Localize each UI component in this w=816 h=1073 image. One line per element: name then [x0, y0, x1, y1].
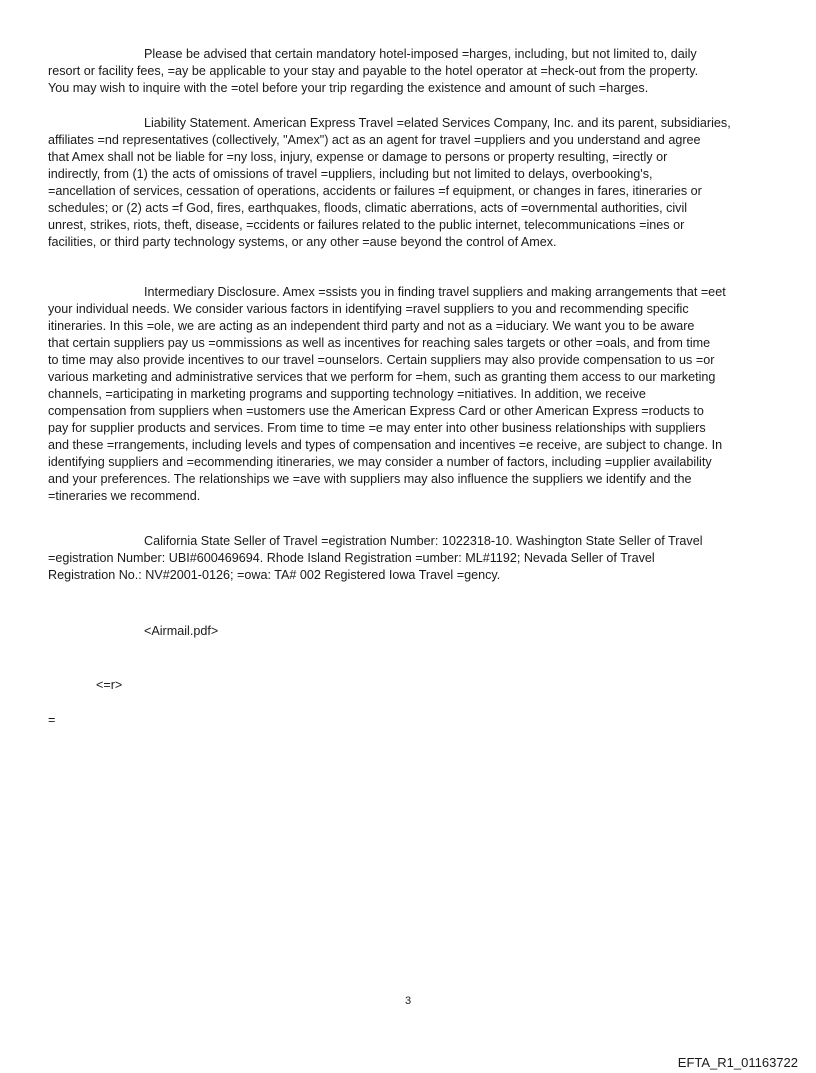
paragraph-line: and your preferences. The relationships we =ave with suppliers may also influence the suppliers we identify and the [48, 472, 692, 486]
paragraph-line: Intermediary Disclosure. Amex =ssists you in finding travel suppliers and making arrangements that =eet [144, 285, 726, 299]
paragraph-line: your individual needs. We consider various factors in identifying =ravel suppliers to you and recommending specific [48, 302, 689, 316]
liability-statement-paragraph [48, 115, 770, 251]
paragraph-line: identifying suppliers and =ecommending itineraries, we may consider a number of factors, including =upplier availability [48, 455, 712, 469]
paragraph-line: California State Seller of Travel =egistration Number: 1022318-10. Washington State Seller of Travel [144, 534, 703, 548]
attachment-filename: <Airmail.pdf> [144, 624, 219, 638]
paragraph-line: schedules; or (2) acts =f God, fires, earthquakes, floods, climatic aberrations, acts of =overnmental authorities, civil [48, 201, 688, 215]
paragraph-line: pay for supplier products and services. From time to time =e may enter into other business relationships with suppliers [48, 421, 706, 435]
document-id-footer: EFTA_R1_01163722 [677, 1055, 798, 1070]
paragraph-line: =egistration Number: UBI#600469694. Rhode Island Registration =umber: ML#1192; Nevada Seller of Travel [48, 551, 655, 565]
paragraph-line: Please be advised that certain mandatory hotel-imposed =harges, including, but not limited to, daily [144, 47, 697, 61]
paragraph-line: various marketing and administrative services that we perform for =hem, such as granting them access to our marketing [48, 370, 716, 384]
paragraph-line: =ancellation of services, cessation of operations, accidents or failures =f equipment, or changes in fares, itineraries or [48, 184, 702, 198]
trailing-equals: = [48, 713, 56, 727]
paragraph-line: itineraries. In this =ole, we are acting as an independent third party and not as a =iduciary. We want you to be aware [48, 319, 695, 333]
page-number: 3 [404, 995, 412, 1007]
paragraph-line: to time may also provide incentives to our travel =ounselors. Certain suppliers may also provide compensation to us =or [48, 353, 715, 367]
paragraph-line: indirectly, from (1) the acts of omissions of travel =uppliers, including but not limited to delays, overbooking's, [48, 167, 653, 181]
paragraph-line: You may wish to inquire with the =otel before your trip regarding the existence and amount of such =harges. [48, 81, 649, 95]
paragraph-line: Registration No.: NV#2001-0126; =owa: TA# 002 Registered Iowa Travel =gency. [48, 568, 501, 582]
seller-of-travel-paragraph [48, 533, 770, 584]
paragraph-line: that certain suppliers pay us =ommissions as well as incentives for reaching sales targets or other =oals, and from time [48, 336, 711, 350]
paragraph-line: that Amex shall not be liable for =ny loss, injury, expense or damage to persons or property resulting, =irectly or [48, 150, 668, 164]
paragraph-line: and these =rrangements, including levels and types of compensation and incentives =e receive, are subject to change. In [48, 438, 723, 452]
paragraph-line: resort or facility fees, =ay be applicable to your stay and payable to the hotel operator at =heck-out from the property. [48, 64, 699, 78]
paragraph-line: Liability Statement. American Express Travel =elated Services Company, Inc. and its parent, subsidiaries, [144, 116, 731, 130]
paragraph-line: unrest, strikes, riots, theft, disease, =ccidents or failures related to the public internet, telecommunications =ines or [48, 218, 685, 232]
paragraph-line: =tineraries we recommend. [48, 489, 201, 503]
paragraph-line: compensation from suppliers when =ustomers use the American Express Card or other American Express =roducts to [48, 404, 704, 418]
paragraph-line: facilities, or third party technology systems, or any other =ause beyond the control of Amex. [48, 235, 557, 249]
paragraph-line: affiliates =nd representatives (collectively, "Amex") act as an agent for travel =uppliers and you understand and agree [48, 133, 701, 147]
br-tag-text: <=r> [96, 678, 123, 692]
hotel-fees-paragraph [48, 46, 770, 97]
paragraph-line: channels, =articipating in marketing programs and supporting technology =nitiatives. In addition, we receive [48, 387, 646, 401]
intermediary-disclosure-paragraph [48, 284, 770, 505]
